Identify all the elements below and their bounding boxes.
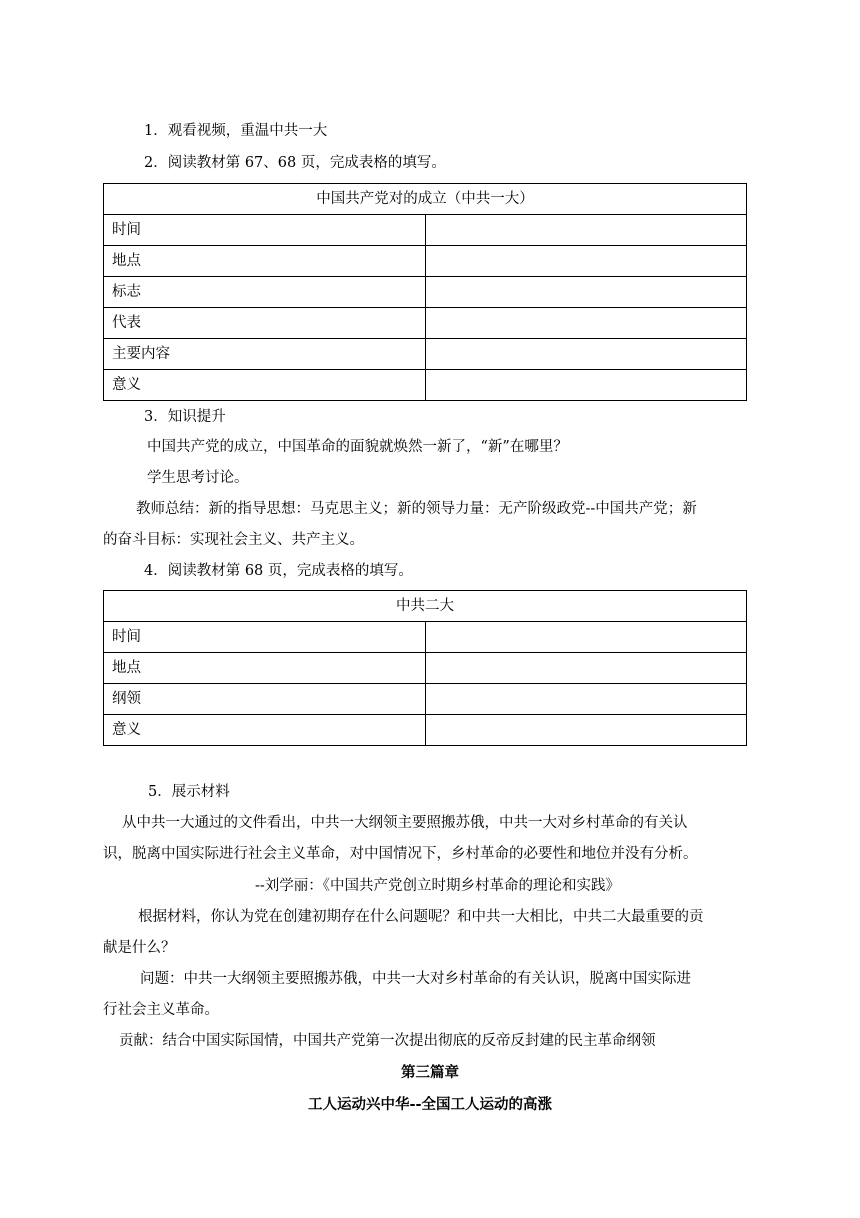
row-label: 代表 (104, 308, 426, 339)
row-blank (425, 246, 747, 277)
table-row (104, 370, 747, 401)
ask-line-1: 根据材料，你认为党在创建初期存在什么问题呢？和中共一大相比，中共二大最重要的贡 (138, 909, 704, 925)
row-label: 主要内容 (104, 339, 426, 370)
table-row (104, 653, 747, 684)
row-blank (425, 715, 747, 746)
table-title: 中共二大 (104, 591, 747, 622)
table-row (104, 622, 747, 653)
row-label: 纲领 (104, 684, 426, 715)
question-1: 中国共产党的成立，中国革命的面貌就焕然一新了，“新”在哪里？ (147, 439, 568, 455)
row-label: 意义 (104, 370, 426, 401)
chapter-title: 第三篇章 (401, 1065, 459, 1081)
step-1: 1．观看视频，重温中共一大 (144, 123, 328, 139)
table-cpc-founding (103, 183, 747, 401)
step-2: 2．阅读教材第 67、68 页，完成表格的填写。 (144, 155, 446, 171)
row-label: 地点 (104, 653, 426, 684)
row-label: 意义 (104, 715, 426, 746)
row-label: 地点 (104, 246, 426, 277)
step-3: 3．知识提升 (144, 409, 226, 425)
table-row (104, 339, 747, 370)
row-blank (425, 215, 747, 246)
row-blank (425, 339, 747, 370)
table-row (104, 277, 747, 308)
row-blank (425, 370, 747, 401)
discuss-text: 学生思考讨论。 (147, 470, 249, 486)
ask-line-2: 献是什么？ (103, 940, 176, 956)
problem-line-1: 问题：中共一大纲领主要照搬苏俄，中共一大对乡村革命的有关认识，脱离中国实际进 (140, 971, 691, 987)
row-blank (425, 653, 747, 684)
summary-line-2: 的奋斗目标：实现社会主义、共产主义。 (103, 532, 364, 548)
row-label: 时间 (104, 215, 426, 246)
row-blank (425, 622, 747, 653)
row-blank (425, 684, 747, 715)
table-row (104, 684, 747, 715)
table-row (104, 715, 747, 746)
row-label: 时间 (104, 622, 426, 653)
step-5: 5．展示材料 (148, 784, 230, 800)
contribution-text: 贡献：结合中国实际国情，中国共产党第一次提出彻底的反帝反封建的民主革命纲领 (119, 1033, 656, 1049)
chapter-subtitle: 工人运动兴中华--全国工人运动的高涨 (307, 1097, 553, 1113)
row-blank (425, 308, 747, 339)
table-row (104, 246, 747, 277)
summary-line-1: 教师总结：新的指导思想：马克思主义；新的领导力量：无产阶级政党--中国共产党；新 (136, 501, 697, 517)
material-line-1: 从中共一大通过的文件看出，中共一大纲领主要照搬苏俄，中共一大对乡村革命的有关认 (122, 815, 688, 831)
problem-line-2: 行社会主义革命。 (103, 1002, 219, 1018)
material-source: --刘学丽：《中国共产党创立时期乡村革命的理论和实践》 (255, 878, 621, 894)
table-row (104, 308, 747, 339)
row-blank (425, 277, 747, 308)
table-second-congress (103, 590, 747, 746)
row-label: 标志 (104, 277, 426, 308)
table-row (104, 215, 747, 246)
material-line-2: 识，脱离中国实际进行社会主义革命，对中国情况下，乡村革命的必要性和地位并没有分析。 (103, 846, 698, 862)
table-title: 中国共产党对的成立（中共一大） (104, 184, 747, 215)
step-4: 4．阅读教材第 68 页，完成表格的填写。 (144, 563, 413, 579)
